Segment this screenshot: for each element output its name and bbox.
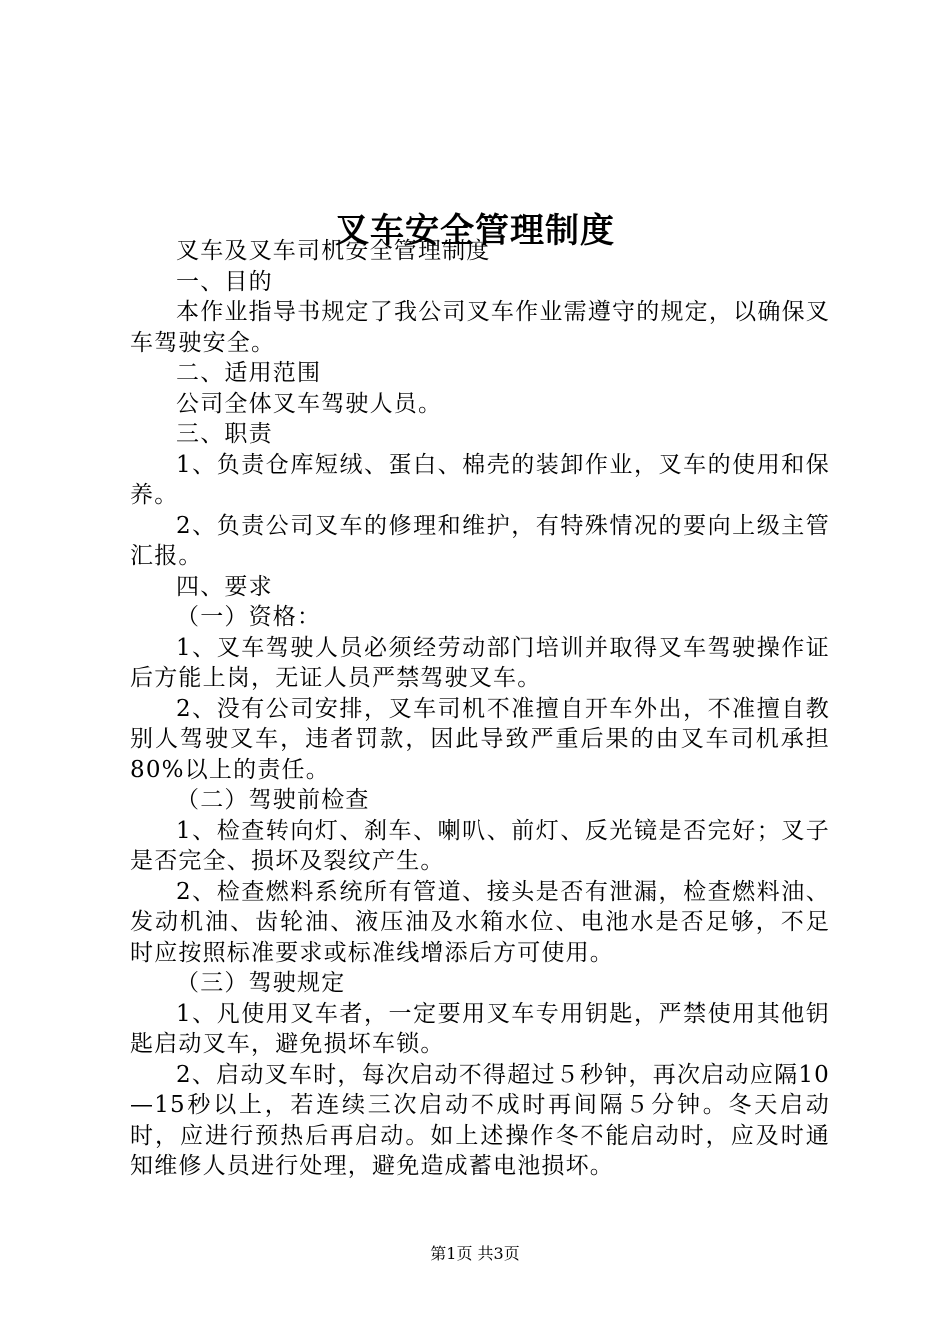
subsection-heading-driving-rules: （三）驾驶规定 [176,970,346,996]
paragraph-driving-rule-1: 1、凡使用叉车者，一定要用叉车专用钥匙，严禁使用其他钥匙启动叉车，避免损坏车锁。 [130,1000,830,1057]
paragraph-qualification-2: 2、没有公司安排，叉车司机不准擅自开车外出，不准擅自教别人驾驶叉车，违者罚款，因此导致严重后果的由叉车司机承担80%以上的责任。 [130,695,830,783]
document-title: 叉车安全管理制度 [335,210,615,251]
document-body [130,236,830,1182]
paragraph-purpose: 本作业指导书规定了我公司叉车作业需遵守的规定，以确保叉车驾驶安全。 [130,299,830,356]
subsection-heading-qualification: （一）资格： [176,604,322,630]
section-heading-scope: 二、适用范围 [176,360,322,386]
paragraph-scope: 公司全体叉车驾驶人员。 [176,390,443,417]
paragraph-pre-check-2: 2、检查燃料系统所有管道、接头是否有泄漏，检查燃料油、发动机油、齿轮油、液压油及水箱水位、电池水是否足够，不足时应按照标准要求或标准线增添后方可使用。 [130,878,830,966]
page-footer: 第1页 共3页 [430,1244,520,1263]
paragraph-pre-check-1: 1、检查转向灯、刹车、喇叭、前灯、反光镜是否完好；叉子是否完全、损坏及裂纹产生。 [130,817,830,874]
paragraph-duty-2: 2、负责公司叉车的修理和维护，有特殊情况的要向上级主管汇报。 [130,512,830,569]
section-heading-purpose: 一、目的 [176,268,273,295]
paragraph-driving-rule-2: 2、启动叉车时，每次启动不得超过５秒钟，再次启动应隔10—15秒以上，若连续三次启动不成时再间隔５分钟。冬天启动时，应进行预热后再启动。如上述操作冬不能启动时，应及时通知维修人员进行处理，避免造成蓄电池损坏。 [130,1061,830,1179]
doc-subtitle: 叉车及叉车司机安全管理制度 [176,238,491,264]
section-heading-requirements: 四、要求 [176,573,273,600]
section-heading-duties: 三、职责 [176,421,273,447]
paragraph-duty-1: 1、负责仓库短绒、蛋白、棉壳的装卸作业，叉车的使用和保养。 [130,451,830,508]
subsection-heading-pre-check: （二）驾驶前检查 [176,787,370,813]
paragraph-qualification-1: 1、叉车驾驶人员必须经劳动部门培训并取得叉车驾驶操作证后方能上岗，无证人员严禁驾驶叉车。 [130,634,830,691]
